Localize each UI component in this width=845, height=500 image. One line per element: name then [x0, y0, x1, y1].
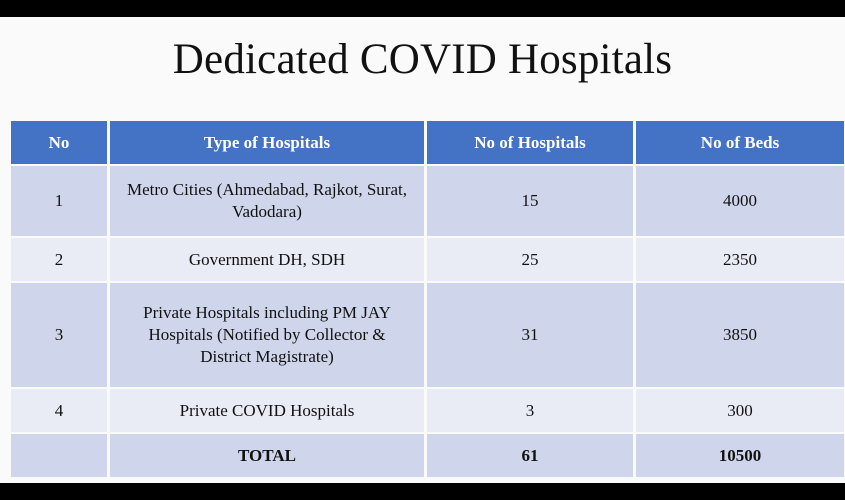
cell-beds: 4000: [636, 166, 844, 236]
slide: [0, 17, 845, 483]
cell-hospitals: 31: [427, 283, 633, 387]
header-no-of-hospitals: No of Hospitals: [427, 121, 633, 164]
header-type: Type of Hospitals: [110, 121, 424, 164]
cell-hospitals: 3: [427, 389, 633, 432]
cell-beds: 2350: [636, 238, 844, 281]
total-row: [11, 434, 844, 477]
cell-no: 4: [11, 389, 107, 432]
cell-type: Government DH, SDH: [110, 238, 424, 281]
cell-hospitals: 25: [427, 238, 633, 281]
cell-type: Private COVID Hospitals: [110, 389, 424, 432]
cell-type: Private Hospitals including PM JAY Hospitals (Notified by Collector & District Magistrate): [110, 283, 424, 387]
header-no-of-beds: No of Beds: [636, 121, 844, 164]
table-row: [11, 389, 844, 432]
header-no: No: [11, 121, 107, 164]
table-row: [11, 238, 844, 281]
cell-hospitals: 15: [427, 166, 633, 236]
total-label: TOTAL: [110, 434, 424, 477]
cell-no: 2: [11, 238, 107, 281]
total-hospitals: 61: [427, 434, 633, 477]
cell-type: Metro Cities (Ahmedabad, Rajkot, Surat, Vadodara): [110, 166, 424, 236]
table-row: [11, 166, 844, 236]
cell-no: 1: [11, 166, 107, 236]
total-no-cell: [11, 434, 107, 477]
table-header-row: [11, 121, 844, 164]
slide-title: Dedicated COVID Hospitals: [172, 36, 673, 83]
total-beds: 10500: [636, 434, 844, 477]
cell-beds: 300: [636, 389, 844, 432]
cell-beds: 3850: [636, 283, 844, 387]
cell-no: 3: [11, 283, 107, 387]
hospitals-table: [8, 119, 845, 479]
table-row: [11, 283, 844, 387]
